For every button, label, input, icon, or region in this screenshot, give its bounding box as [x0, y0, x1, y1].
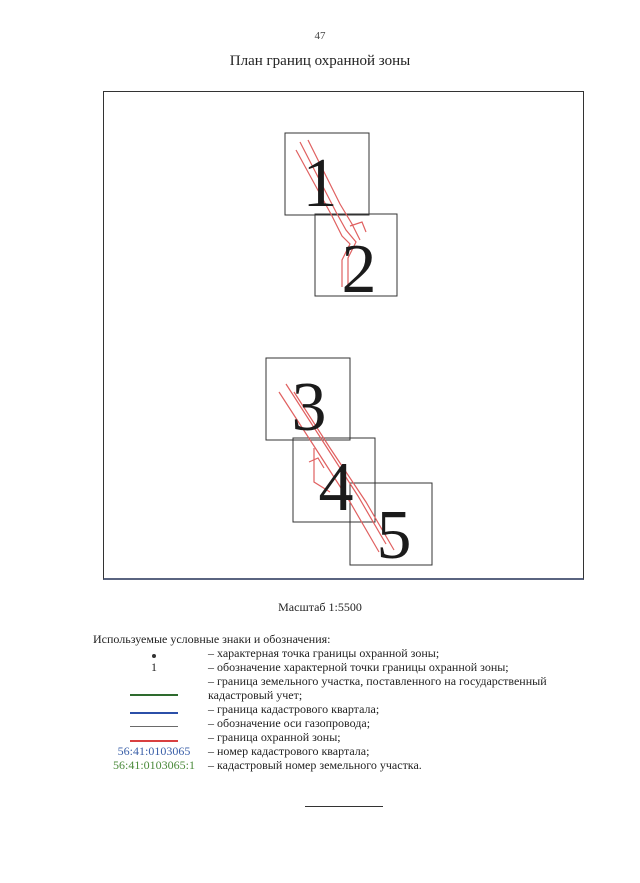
legend-item: 1 – обозначение характерной точки границы охранной зоны; — [100, 660, 600, 674]
point-label-2: 2 — [341, 231, 377, 308]
page-number: 47 — [314, 30, 326, 42]
plan-frame — [103, 91, 584, 580]
legend-item: – граница кадастрового квартала; — [100, 702, 600, 716]
legend-symbol-parcel: 56:41:0103065:1 — [112, 758, 195, 772]
gray-line-icon — [130, 726, 178, 727]
legend-item: – характерная точка границы охранной зоны; — [100, 646, 600, 660]
legend-item: 56:41:0103065:1 – кадастровый номер земельного участка. — [100, 758, 600, 772]
legend-item: – обозначение оси газопровода; — [100, 716, 600, 730]
point-dot-icon — [152, 654, 156, 658]
plan-drawing — [104, 92, 583, 578]
blue-line-icon — [130, 712, 178, 714]
legend — [100, 646, 600, 772]
scale-label: Масштаб 1:5500 — [278, 600, 362, 614]
green-line-icon — [130, 694, 178, 696]
point-label-5: 5 — [376, 497, 412, 574]
legend-item: – граница охранной зоны; — [100, 730, 600, 744]
point-label-3: 3 — [291, 369, 327, 446]
legend-symbol-text: 1 — [151, 660, 157, 674]
signature-line — [305, 806, 383, 807]
legend-item: – граница земельного участка, поставленного на государственный кадастровый учет; — [100, 674, 600, 702]
point-label-1: 1 — [302, 145, 338, 222]
red-line-icon — [130, 740, 178, 742]
legend-header: Используемые условные знаки и обозначения: — [93, 632, 331, 646]
page-title: План границ охранной зоны — [229, 53, 411, 69]
legend-symbol-quarter: 56:41:0103065 — [117, 744, 191, 758]
point-label-4: 4 — [318, 449, 354, 526]
legend-item: 56:41:0103065 – номер кадастрового квартала; — [100, 744, 600, 758]
